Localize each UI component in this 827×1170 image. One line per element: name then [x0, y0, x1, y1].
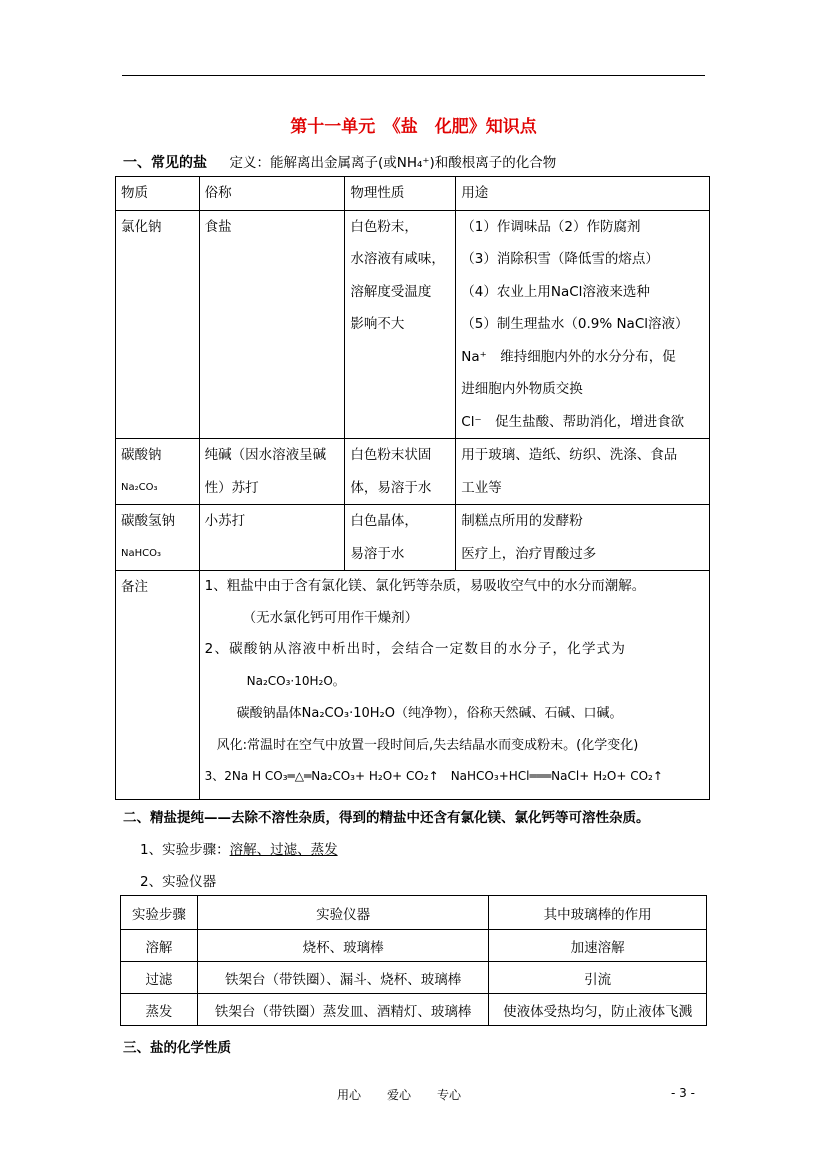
substance-formula: NaHCO₃ [121, 547, 161, 559]
table-cell: 使液体受热均匀，防止液体飞溅 [489, 994, 707, 1026]
common-name: 性）苏打 [204, 479, 259, 496]
note-line: 风化:常温时在空气中放置一段时间后,失去结晶水而变成粉末。(化学变化) [216, 737, 639, 753]
step1-label: 1、实验步骤： [140, 842, 230, 858]
header-cell: 实验仪器 [197, 896, 488, 930]
table-row [121, 930, 707, 962]
use-item: （5）制生理盐水（0.9% NaCl溶液） [461, 316, 689, 332]
physical-property: 白色晶体， [350, 513, 418, 529]
note-label: 备注 [121, 579, 148, 595]
salt-table [115, 176, 710, 800]
use-item: 工业等 [461, 479, 502, 496]
footer-motto-2: 爱心 [387, 1088, 412, 1102]
table-cell: 铁架台（带铁圈）蒸发皿、酒精灯、玻璃棒 [197, 994, 488, 1026]
page-number: - 3 - [671, 1086, 695, 1100]
substance-name: 碳酸氢钠 [121, 513, 175, 529]
common-name: 纯碱（因水溶液呈碱 [204, 447, 327, 463]
use-item: （1）作调味品（2）作防腐剂 [461, 218, 641, 235]
section1-line [123, 151, 556, 172]
substance-formula: Na₂CO₃ [121, 481, 158, 493]
table-row [116, 439, 710, 505]
common-name: 食盐 [204, 218, 232, 235]
use-item: 进细胞内外物质交换 [461, 381, 583, 397]
physical-property: 易溶于水 [350, 545, 405, 562]
table-cell: 铁架台（带铁圈）、漏斗、烧杯、玻璃棒 [197, 962, 488, 994]
table-row [116, 571, 710, 800]
note-line: （无水氯化钙可用作干燥剂） [242, 609, 419, 626]
apparatus-table [120, 895, 707, 1026]
section1-heading: 一、常见的盐 [123, 155, 207, 171]
use-item: 制糕点所用的发酵粉 [461, 513, 583, 529]
use-item: 医疗上，治疗胃酸过多 [461, 545, 597, 562]
use-item: 用于玻璃、造纸、纺织、洗涤、食品 [461, 447, 678, 463]
note-line: 碳酸钠晶体Na₂CO₃·10H₂O（纯净物），俗称天然碱、石碱、口碱。 [236, 705, 623, 721]
table-cell: 溶解 [121, 930, 198, 962]
common-name: 小苏打 [204, 513, 246, 529]
physical-property: 溶解度受温度 [350, 283, 432, 300]
table-cell: 引流 [489, 962, 707, 994]
physical-property: 水溶液有咸味， [350, 251, 445, 267]
header-cell: 俗称 [199, 177, 345, 211]
note-line: 2、碳酸钠从溶液中析出时，会结合一定数目的水分子，化学式为 [204, 641, 627, 658]
header-cell: 其中玻璃棒的作用 [489, 896, 707, 930]
step1-line [140, 838, 338, 858]
section3-heading: 三、盐的化学性质 [123, 1040, 231, 1056]
header-cell: 物质 [116, 177, 200, 211]
physical-property: 白色粉末状固 [350, 447, 432, 463]
use-item: Cl⁻ 促生盐酸、帮助消化，增进食欲 [461, 413, 685, 430]
physical-property: 白色粉末， [350, 218, 418, 235]
substance-name: 氯化钠 [121, 218, 162, 235]
footer-motto-3: 专心 [437, 1088, 462, 1102]
section2-heading: 二、精盐提纯——去除不溶性杂质，得到的精盐中还含有氯化镁、氯化钙等可溶性杂质。 [123, 810, 650, 826]
table-cell: 加速溶解 [489, 930, 707, 962]
use-item: （4）农业上用NaCl溶液来选种 [461, 283, 650, 300]
table-row [121, 994, 707, 1026]
step2-label: 2、实验仪器 [140, 874, 217, 890]
header-cell: 实验步骤 [121, 896, 198, 930]
header-rule [122, 75, 705, 76]
table-row [116, 505, 710, 571]
note-line: 3、2Na H CO₃═△═Na₂CO₃+ H₂O+ CO₂↑ NaHCO₃+HCl═══NaCl+ H₂O+ CO₂↑ [204, 769, 663, 784]
footer-motto-1: 用心 [337, 1088, 362, 1102]
table-cell: 烧杯、玻璃棒 [197, 930, 488, 962]
table-row [116, 210, 710, 439]
use-item: Na⁺ 维持细胞内外的水分分布，促 [461, 348, 676, 365]
header-cell: 物理性质 [345, 177, 456, 211]
physical-property: 影响不大 [350, 316, 405, 332]
table-cell: 蒸发 [121, 994, 198, 1026]
physical-property: 体，易溶于水 [350, 479, 432, 496]
page-title: 第十一单元 《盐 化肥》知识点 [290, 117, 537, 137]
table-cell: 过滤 [121, 962, 198, 994]
step1-value: 溶解、过滤、蒸发 [229, 842, 338, 858]
header-cell: 用途 [456, 177, 710, 211]
use-item: （3）消除积雪（降低雪的熔点） [461, 251, 659, 267]
section1-definition: 定义：能解离出金属离子(或NH₄⁺)和酸根离子的化合物 [229, 155, 557, 171]
note-line: 1、粗盐中由于含有氯化镁、氯化钙等杂质，易吸收空气中的水分而潮解。 [204, 578, 646, 594]
substance-name: 碳酸钠 [121, 447, 162, 463]
table-row [121, 962, 707, 994]
note-line: Na₂CO₃·10H₂O。 [246, 674, 345, 689]
